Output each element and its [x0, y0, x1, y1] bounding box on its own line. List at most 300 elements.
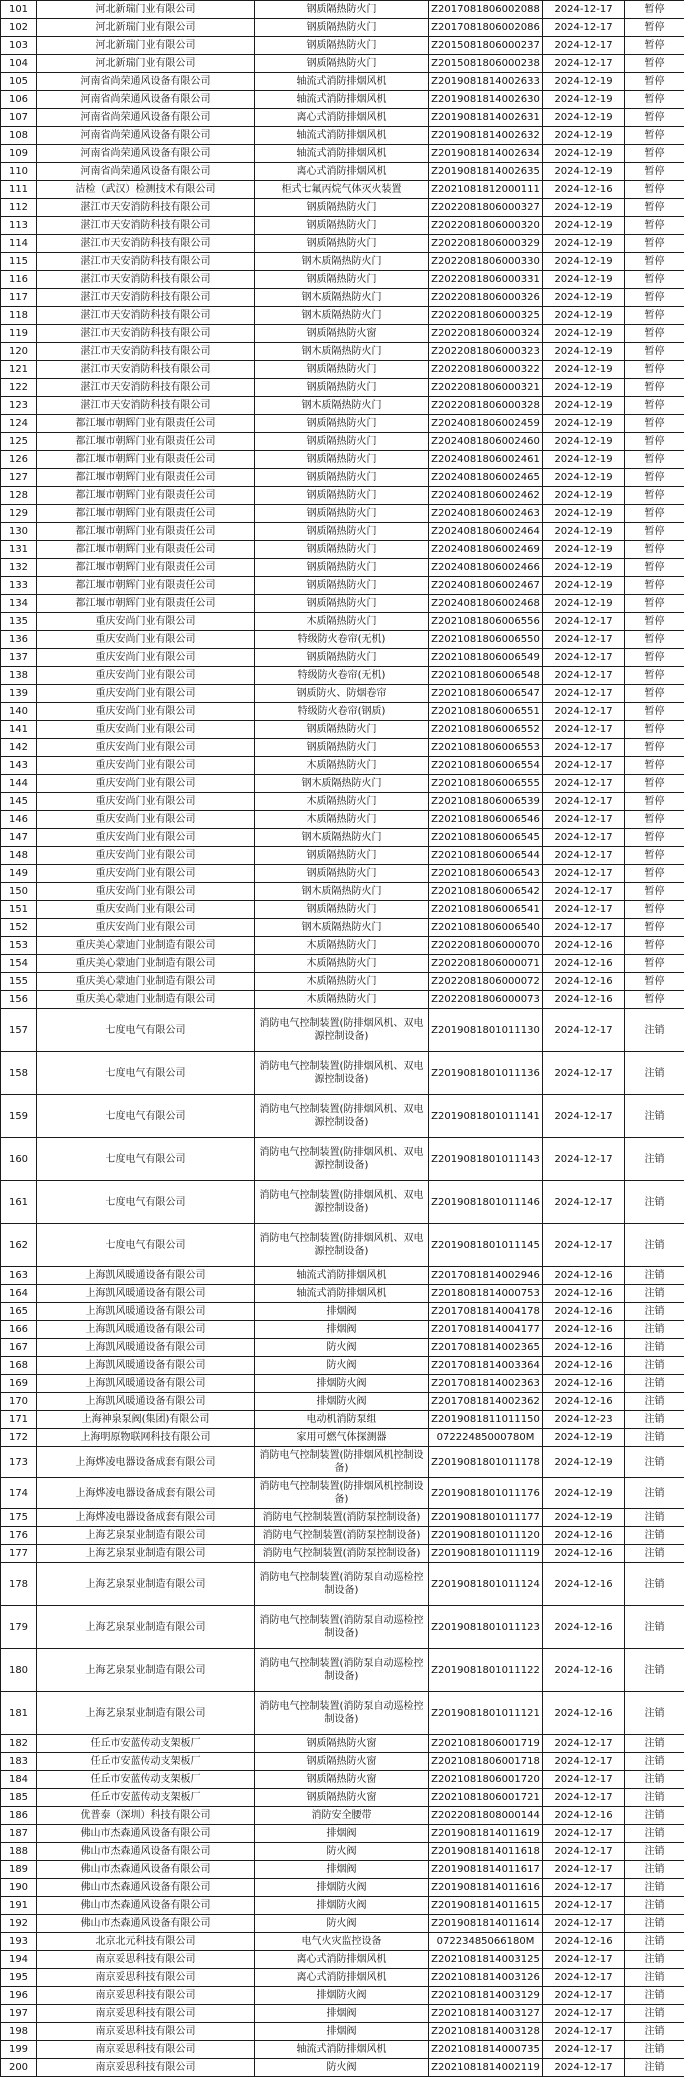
cell-company-name: 南京妥思科技有限公司 — [37, 1987, 255, 2005]
cell-certificate-number: Z2017081814004178 — [429, 1303, 543, 1321]
cell-product-name: 钢质隔热防火门 — [255, 739, 429, 757]
cell-date: 2024-12-19 — [543, 109, 625, 127]
cell-certificate-number: Z2019081801011176 — [429, 1478, 543, 1509]
cell-company-name: 上海艺泉泵业制造有限公司 — [37, 1606, 255, 1649]
cell-date: 2024-12-16 — [543, 1545, 625, 1563]
cell-status: 暂停 — [625, 955, 684, 973]
cell-status: 暂停 — [625, 163, 684, 181]
cell-date: 2024-12-17 — [543, 1789, 625, 1807]
cell-certificate-number: Z2022081806000329 — [429, 235, 543, 253]
cell-certificate-number: Z2019081814002635 — [429, 163, 543, 181]
cell-date: 2024-12-19 — [543, 397, 625, 415]
table-row — [1, 1771, 684, 1789]
cell-status: 暂停 — [625, 289, 684, 307]
cell-row-number: 132 — [1, 559, 37, 577]
cell-status: 注销 — [625, 1181, 684, 1224]
table-row — [1, 2005, 684, 2023]
table-row — [1, 523, 684, 541]
cell-product-name: 钢质隔热防火门 — [255, 19, 429, 37]
cell-status: 暂停 — [625, 973, 684, 991]
cell-company-name: 重庆安尚门业有限公司 — [37, 685, 255, 703]
cell-product-name: 钢质隔热防火门 — [255, 469, 429, 487]
cell-date: 2024-12-16 — [543, 1393, 625, 1411]
cell-status: 暂停 — [625, 541, 684, 559]
cell-company-name: 河北新瑞门业有限公司 — [37, 55, 255, 73]
cell-company-name: 上海凯风暖通设备有限公司 — [37, 1393, 255, 1411]
cell-status: 暂停 — [625, 217, 684, 235]
cell-product-name: 轴流式消防排烟风机 — [255, 1285, 429, 1303]
table-row — [1, 541, 684, 559]
cell-date: 2024-12-16 — [543, 1563, 625, 1606]
cell-company-name: 上海艺泉泵业制造有限公司 — [37, 1563, 255, 1606]
cell-certificate-number: Z2019081811011150 — [429, 1411, 543, 1429]
cell-company-name: 上海凯风暖通设备有限公司 — [37, 1339, 255, 1357]
cell-status: 注销 — [625, 1321, 684, 1339]
cell-certificate-number: Z2019081814011614 — [429, 1915, 543, 1933]
cell-company-name: 上海烨凌电器设备成套有限公司 — [37, 1447, 255, 1478]
cell-status: 暂停 — [625, 451, 684, 469]
cell-product-name: 防火阀 — [255, 1357, 429, 1375]
table-row — [1, 1447, 684, 1478]
cell-row-number: 157 — [1, 1009, 37, 1052]
cell-company-name: 任丘市安蓝传动支架板厂 — [37, 1771, 255, 1789]
cell-product-name: 防火阀 — [255, 1339, 429, 1357]
table-row — [1, 667, 684, 685]
cell-company-name: 重庆安尚门业有限公司 — [37, 883, 255, 901]
cell-company-name: 优普泰（深圳）科技有限公司 — [37, 1807, 255, 1825]
cell-status: 暂停 — [625, 55, 684, 73]
cell-company-name: 重庆安尚门业有限公司 — [37, 793, 255, 811]
table-row — [1, 1357, 684, 1375]
table-row — [1, 451, 684, 469]
cell-certificate-number: Z2017081806002086 — [429, 19, 543, 37]
cell-certificate-number: Z2019081814011617 — [429, 1861, 543, 1879]
cell-product-name: 防火阀 — [255, 1915, 429, 1933]
cell-product-name: 钢木质隔热防火门 — [255, 883, 429, 901]
cell-row-number: 103 — [1, 37, 37, 55]
cell-company-name: 都江堰市朝辉门业有限责任公司 — [37, 523, 255, 541]
cell-certificate-number: Z2017081814002363 — [429, 1375, 543, 1393]
cell-product-name: 钢质隔热防火门 — [255, 559, 429, 577]
cell-row-number: 102 — [1, 19, 37, 37]
table-row — [1, 1753, 684, 1771]
cell-company-name: 上海神泉泵阀(集团)有限公司 — [37, 1411, 255, 1429]
table-row — [1, 1429, 684, 1447]
cell-row-number: 181 — [1, 1692, 37, 1735]
cell-status: 暂停 — [625, 595, 684, 613]
cell-company-name: 佛山市杰森通风设备有限公司 — [37, 1861, 255, 1879]
cell-row-number: 120 — [1, 343, 37, 361]
cell-row-number: 125 — [1, 433, 37, 451]
table-row — [1, 1825, 684, 1843]
cell-company-name: 北京北元科技有限公司 — [37, 1933, 255, 1951]
cell-company-name: 河南省尚荣通风设备有限公司 — [37, 91, 255, 109]
cell-row-number: 159 — [1, 1095, 37, 1138]
cell-company-name: 湛江市天安消防科技有限公司 — [37, 361, 255, 379]
cell-company-name: 七度电气有限公司 — [37, 1181, 255, 1224]
cell-company-name: 湛江市天安消防科技有限公司 — [37, 343, 255, 361]
cell-certificate-number: Z2022081806000070 — [429, 937, 543, 955]
cell-row-number: 179 — [1, 1606, 37, 1649]
table-row — [1, 2023, 684, 2041]
cell-date: 2024-12-19 — [543, 217, 625, 235]
cell-status: 暂停 — [625, 415, 684, 433]
cell-row-number: 108 — [1, 127, 37, 145]
cell-row-number: 107 — [1, 109, 37, 127]
cell-status: 注销 — [625, 1411, 684, 1429]
cell-date: 2024-12-16 — [543, 1303, 625, 1321]
cell-certificate-number: Z2017081814003364 — [429, 1357, 543, 1375]
cell-product-name: 钢质隔热防火门 — [255, 415, 429, 433]
cell-date: 2024-12-17 — [543, 1879, 625, 1897]
cell-company-name: 河北新瑞门业有限公司 — [37, 1, 255, 19]
cell-status: 暂停 — [625, 343, 684, 361]
table-row — [1, 163, 684, 181]
cell-product-name: 钢质隔热防火门 — [255, 595, 429, 613]
cell-certificate-number: Z2021081806006554 — [429, 757, 543, 775]
cell-date: 2024-12-17 — [543, 1915, 625, 1933]
table-row — [1, 577, 684, 595]
cell-certificate-number: Z2024081806002463 — [429, 505, 543, 523]
cell-company-name: 上海烨凌电器设备成套有限公司 — [37, 1478, 255, 1509]
cell-row-number: 110 — [1, 163, 37, 181]
cell-certificate-number: Z2024081806002460 — [429, 433, 543, 451]
cell-status: 注销 — [625, 2023, 684, 2041]
cell-status: 暂停 — [625, 145, 684, 163]
cell-product-name: 钢质隔热防火门 — [255, 865, 429, 883]
cell-row-number: 173 — [1, 1447, 37, 1478]
cell-certificate-number: Z2021081806006551 — [429, 703, 543, 721]
cell-row-number: 189 — [1, 1861, 37, 1879]
cell-certificate-number: Z2019081814002632 — [429, 127, 543, 145]
cell-status: 注销 — [625, 1357, 684, 1375]
cell-date: 2024-12-17 — [543, 1969, 625, 1987]
cell-date: 2024-12-19 — [543, 1429, 625, 1447]
cell-certificate-number: Z2019081801011122 — [429, 1649, 543, 1692]
table-row — [1, 109, 684, 127]
cell-company-name: 南京妥思科技有限公司 — [37, 2005, 255, 2023]
cell-date: 2024-12-19 — [543, 73, 625, 91]
cell-certificate-number: Z2018081814000753 — [429, 1285, 543, 1303]
cell-date: 2024-12-17 — [543, 2041, 625, 2059]
cell-company-name: 都江堰市朝辉门业有限责任公司 — [37, 487, 255, 505]
cell-product-name: 消防电气控制装置(防排烟风机、双电源控制设备) — [255, 1052, 429, 1095]
cell-row-number: 161 — [1, 1181, 37, 1224]
cell-status: 暂停 — [625, 811, 684, 829]
cell-certificate-number: Z2019081801011145 — [429, 1224, 543, 1267]
cell-date: 2024-12-17 — [543, 757, 625, 775]
cell-product-name: 排烟防火阀 — [255, 1987, 429, 2005]
cell-product-name: 钢木质隔热防火门 — [255, 253, 429, 271]
cell-status: 注销 — [625, 1393, 684, 1411]
cell-company-name: 湛江市天安消防科技有限公司 — [37, 307, 255, 325]
cell-company-name: 重庆安尚门业有限公司 — [37, 919, 255, 937]
cell-status: 注销 — [625, 1509, 684, 1527]
cell-company-name: 河北新瑞门业有限公司 — [37, 37, 255, 55]
cell-status: 暂停 — [625, 181, 684, 199]
table-row — [1, 1897, 684, 1915]
cell-status: 注销 — [625, 1285, 684, 1303]
table-row — [1, 55, 684, 73]
table-row — [1, 1303, 684, 1321]
table-row — [1, 1375, 684, 1393]
cell-product-name: 消防电气控制装置(消防泵自动巡检控制设备) — [255, 1692, 429, 1735]
cell-row-number: 190 — [1, 1879, 37, 1897]
cell-date: 2024-12-19 — [543, 505, 625, 523]
cell-date: 2024-12-19 — [543, 1509, 625, 1527]
table-row — [1, 127, 684, 145]
cell-product-name: 柜式七氟丙烷气体灭火装置 — [255, 181, 429, 199]
cell-company-name: 都江堰市朝辉门业有限责任公司 — [37, 433, 255, 451]
cell-row-number: 192 — [1, 1915, 37, 1933]
cell-row-number: 195 — [1, 1969, 37, 1987]
cell-row-number: 180 — [1, 1649, 37, 1692]
table-row — [1, 1563, 684, 1606]
cell-date: 2024-12-19 — [543, 271, 625, 289]
cell-status: 暂停 — [625, 685, 684, 703]
cell-date: 2024-12-17 — [543, 1181, 625, 1224]
cell-product-name: 离心式消防排烟风机 — [255, 1969, 429, 1987]
cell-product-name: 消防电气控制装置(消防泵控制设备) — [255, 1509, 429, 1527]
cell-status: 暂停 — [625, 703, 684, 721]
cell-row-number: 165 — [1, 1303, 37, 1321]
cell-date: 2024-12-17 — [543, 2023, 625, 2041]
table-row — [1, 181, 684, 199]
cell-product-name: 消防电气控制装置(消防泵控制设备) — [255, 1527, 429, 1545]
cell-product-name: 钢质隔热防火门 — [255, 271, 429, 289]
cell-company-name: 重庆安尚门业有限公司 — [37, 829, 255, 847]
cell-company-name: 上海艺泉泵业制造有限公司 — [37, 1649, 255, 1692]
cell-status: 注销 — [625, 1825, 684, 1843]
cell-product-name: 特级防火卷帘(无机) — [255, 667, 429, 685]
cell-status: 注销 — [625, 1224, 684, 1267]
cell-company-name: 都江堰市朝辉门业有限责任公司 — [37, 451, 255, 469]
cell-company-name: 上海艺泉泵业制造有限公司 — [37, 1527, 255, 1545]
cell-date: 2024-12-19 — [543, 145, 625, 163]
cell-date: 2024-12-23 — [543, 1411, 625, 1429]
cell-date: 2024-12-16 — [543, 1606, 625, 1649]
table-row — [1, 397, 684, 415]
cell-certificate-number: Z2024081806002467 — [429, 577, 543, 595]
cell-date: 2024-12-16 — [543, 991, 625, 1009]
cell-row-number: 174 — [1, 1478, 37, 1509]
cell-product-name: 消防安全腰带 — [255, 1807, 429, 1825]
cell-date: 2024-12-19 — [543, 541, 625, 559]
cell-product-name: 木质隔热防火门 — [255, 757, 429, 775]
cell-row-number: 186 — [1, 1807, 37, 1825]
table-row — [1, 559, 684, 577]
cell-certificate-number: Z2019081814011615 — [429, 1897, 543, 1915]
table-row — [1, 811, 684, 829]
table-row — [1, 1285, 684, 1303]
cell-product-name: 消防电气控制装置(防排烟风机、双电源控制设备) — [255, 1095, 429, 1138]
cell-date: 2024-12-19 — [543, 451, 625, 469]
cell-row-number: 142 — [1, 739, 37, 757]
cell-row-number: 143 — [1, 757, 37, 775]
cell-certificate-number: Z2019081801011146 — [429, 1181, 543, 1224]
cell-row-number: 185 — [1, 1789, 37, 1807]
cell-company-name: 重庆安尚门业有限公司 — [37, 775, 255, 793]
cell-company-name: 南京妥思科技有限公司 — [37, 1969, 255, 1987]
cell-row-number: 160 — [1, 1138, 37, 1181]
cell-status: 暂停 — [625, 649, 684, 667]
table-row — [1, 883, 684, 901]
table-row — [1, 1095, 684, 1138]
cell-product-name: 电动机消防泵组 — [255, 1411, 429, 1429]
cell-product-name: 离心式消防排烟风机 — [255, 109, 429, 127]
table-row — [1, 685, 684, 703]
cell-row-number: 131 — [1, 541, 37, 559]
cell-certificate-number: Z2019081801011123 — [429, 1606, 543, 1649]
cell-status: 暂停 — [625, 199, 684, 217]
cell-row-number: 164 — [1, 1285, 37, 1303]
cell-company-name: 七度电气有限公司 — [37, 1009, 255, 1052]
cell-status: 暂停 — [625, 883, 684, 901]
cell-product-name: 排烟防火阀 — [255, 1879, 429, 1897]
cell-row-number: 194 — [1, 1951, 37, 1969]
cell-date: 2024-12-17 — [543, 613, 625, 631]
cell-row-number: 176 — [1, 1527, 37, 1545]
cell-product-name: 钢木质隔热防火门 — [255, 829, 429, 847]
table-row — [1, 649, 684, 667]
cell-company-name: 重庆安尚门业有限公司 — [37, 631, 255, 649]
table-row — [1, 2059, 684, 2077]
cell-certificate-number: Z2021081814002119 — [429, 2059, 543, 2077]
cell-certificate-number: Z2019081814002634 — [429, 145, 543, 163]
cell-date: 2024-12-16 — [543, 1321, 625, 1339]
cell-row-number: 116 — [1, 271, 37, 289]
cell-date: 2024-12-19 — [543, 577, 625, 595]
cell-certificate-number: Z2019081801011136 — [429, 1052, 543, 1095]
table-row — [1, 1735, 684, 1753]
cell-row-number: 193 — [1, 1933, 37, 1951]
cell-product-name: 消防电气控制装置(消防泵自动巡检控制设备) — [255, 1606, 429, 1649]
cell-date: 2024-12-17 — [543, 1735, 625, 1753]
cell-product-name: 离心式消防排烟风机 — [255, 1951, 429, 1969]
cell-company-name: 南京妥思科技有限公司 — [37, 2023, 255, 2041]
cell-company-name: 湛江市天安消防科技有限公司 — [37, 325, 255, 343]
cell-product-name: 排烟阀 — [255, 2023, 429, 2041]
cell-row-number: 147 — [1, 829, 37, 847]
cell-status: 注销 — [625, 1138, 684, 1181]
table-row — [1, 361, 684, 379]
cell-status: 注销 — [625, 1545, 684, 1563]
cell-company-name: 湛江市天安消防科技有限公司 — [37, 397, 255, 415]
cell-row-number: 168 — [1, 1357, 37, 1375]
cell-company-name: 湛江市天安消防科技有限公司 — [37, 271, 255, 289]
cell-certificate-number: Z2022081806000331 — [429, 271, 543, 289]
cell-row-number: 166 — [1, 1321, 37, 1339]
cell-company-name: 湛江市天安消防科技有限公司 — [37, 253, 255, 271]
cell-certificate-number: Z2022081806000328 — [429, 397, 543, 415]
cell-status: 暂停 — [625, 667, 684, 685]
table-row — [1, 1009, 684, 1052]
cell-company-name: 重庆美心蒙迪门业制造有限公司 — [37, 937, 255, 955]
table-row — [1, 1411, 684, 1429]
cell-status: 注销 — [625, 1897, 684, 1915]
cell-date: 2024-12-17 — [543, 1825, 625, 1843]
table-row — [1, 1951, 684, 1969]
cell-certificate-number: Z2019081801011141 — [429, 1095, 543, 1138]
cell-row-number: 150 — [1, 883, 37, 901]
cell-certificate-number: Z2019081801011178 — [429, 1447, 543, 1478]
cell-date: 2024-12-16 — [543, 1933, 625, 1951]
cell-status: 暂停 — [625, 505, 684, 523]
cell-date: 2024-12-17 — [543, 775, 625, 793]
cell-company-name: 河南省尚荣通风设备有限公司 — [37, 127, 255, 145]
table-row — [1, 487, 684, 505]
cell-status: 注销 — [625, 1429, 684, 1447]
table-row — [1, 1052, 684, 1095]
cell-certificate-number: Z2021081806001720 — [429, 1771, 543, 1789]
cell-date: 2024-12-19 — [543, 379, 625, 397]
cell-date: 2024-12-17 — [543, 55, 625, 73]
cell-company-name: 重庆安尚门业有限公司 — [37, 757, 255, 775]
cell-row-number: 105 — [1, 73, 37, 91]
cell-row-number: 134 — [1, 595, 37, 613]
cell-row-number: 127 — [1, 469, 37, 487]
cell-certificate-number: Z2021081814003128 — [429, 2023, 543, 2041]
cell-row-number: 124 — [1, 415, 37, 433]
cell-status: 注销 — [625, 1987, 684, 2005]
cell-date: 2024-12-17 — [543, 667, 625, 685]
cell-product-name: 消防电气控制装置(防排烟风机控制设备) — [255, 1478, 429, 1509]
cell-date: 2024-12-17 — [543, 919, 625, 937]
cell-certificate-number: Z2017081814002365 — [429, 1339, 543, 1357]
cell-row-number: 112 — [1, 199, 37, 217]
cell-company-name: 河南省尚荣通风设备有限公司 — [37, 73, 255, 91]
cell-date: 2024-12-17 — [543, 1224, 625, 1267]
table-row — [1, 1933, 684, 1951]
cell-certificate-number: Z2017081814002946 — [429, 1267, 543, 1285]
cell-status: 注销 — [625, 1052, 684, 1095]
table-row — [1, 1, 684, 19]
cell-company-name: 任丘市安蓝传动支架板厂 — [37, 1735, 255, 1753]
cell-company-name: 都江堰市朝辉门业有限责任公司 — [37, 541, 255, 559]
cell-status: 暂停 — [625, 397, 684, 415]
cell-date: 2024-12-19 — [543, 487, 625, 505]
cell-status: 注销 — [625, 1339, 684, 1357]
cell-product-name: 钢质隔热防火门 — [255, 523, 429, 541]
cell-status: 注销 — [625, 1969, 684, 1987]
cell-certificate-number: Z2021081806006540 — [429, 919, 543, 937]
cell-row-number: 199 — [1, 2041, 37, 2059]
cell-status: 注销 — [625, 1951, 684, 1969]
cell-certificate-number: Z2021081814003129 — [429, 1987, 543, 2005]
cell-status: 注销 — [625, 1861, 684, 1879]
table-row — [1, 1138, 684, 1181]
cell-certificate-number: Z2021081806006544 — [429, 847, 543, 865]
cell-product-name: 木质隔热防火门 — [255, 937, 429, 955]
table-row — [1, 415, 684, 433]
cell-date: 2024-12-17 — [543, 703, 625, 721]
cell-product-name: 排烟阀 — [255, 1321, 429, 1339]
cell-certificate-number: Z2021081806006539 — [429, 793, 543, 811]
cell-status: 暂停 — [625, 127, 684, 145]
table-row — [1, 37, 684, 55]
cell-product-name: 特级防火卷帘(无机) — [255, 631, 429, 649]
cell-date: 2024-12-19 — [543, 163, 625, 181]
cell-row-number: 145 — [1, 793, 37, 811]
cell-status: 注销 — [625, 1447, 684, 1478]
cell-company-name: 都江堰市朝辉门业有限责任公司 — [37, 415, 255, 433]
table-row — [1, 91, 684, 109]
cell-certificate-number: Z2019081801011120 — [429, 1527, 543, 1545]
cell-company-name: 重庆安尚门业有限公司 — [37, 613, 255, 631]
cell-certificate-number: 07223485066180M — [429, 1933, 543, 1951]
cell-certificate-number: Z2019081814011616 — [429, 1879, 543, 1897]
cell-product-name: 消防电气控制装置(防排烟风机、双电源控制设备) — [255, 1181, 429, 1224]
